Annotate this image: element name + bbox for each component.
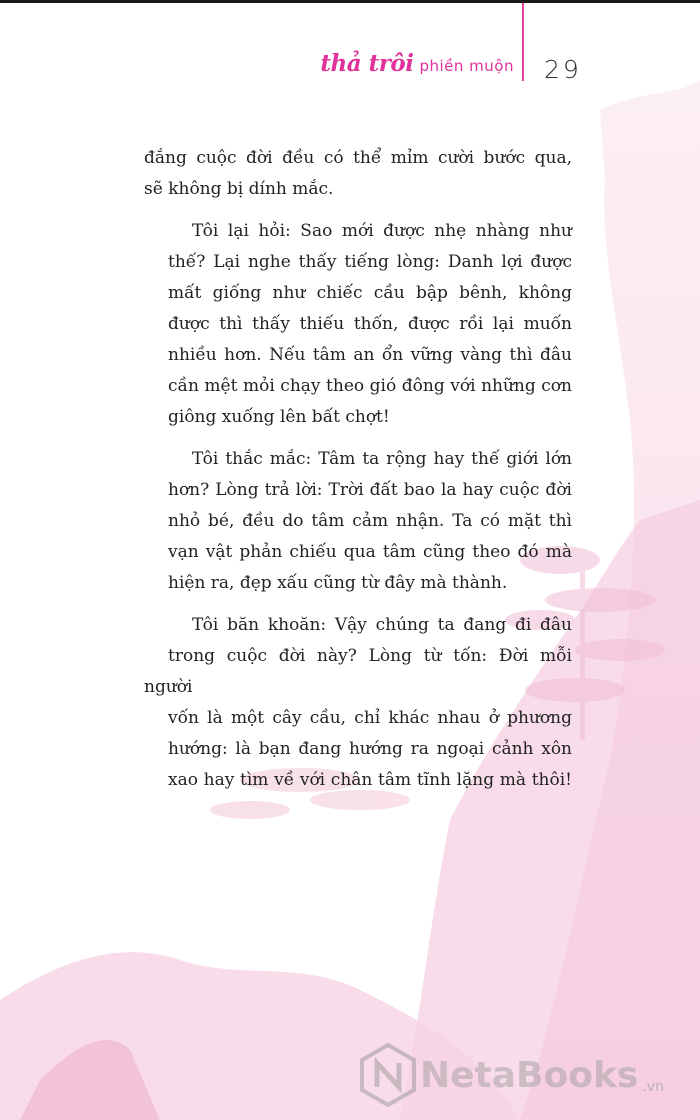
text-line: hiện ra, đẹp xấu cũng từ đây mà thành. <box>168 573 508 593</box>
text-line: mất giống như chiếc cầu bập bênh, không <box>168 283 572 303</box>
page-number: 29 <box>544 55 582 84</box>
paragraph <box>144 610 572 796</box>
book-title-rest: phiền muộn <box>419 57 514 75</box>
text-line: sẽ không bị dính mắc. <box>144 179 334 199</box>
text-line: trong cuộc đời này? Lòng từ tốn: Đời mỗi người <box>144 646 572 697</box>
text-line: xao hay tìm về với chân tâm tĩnh lặng mà thôi! <box>168 770 572 790</box>
text-line: giông xuống lên bất chợt! <box>168 407 390 427</box>
netabooks-logo-icon <box>360 1043 416 1107</box>
text-line: Tôi lại hỏi: Sao mới được nhẹ nhàng như <box>192 221 572 241</box>
book-title-stylized: thả trôi <box>320 50 414 77</box>
header-divider <box>522 3 524 81</box>
paragraph <box>144 444 572 599</box>
running-header <box>320 50 514 77</box>
text-line: cần mệt mỏi chạy theo gió đông với những cơn <box>168 376 572 396</box>
text-line: thế? Lại nghe thấy tiếng lòng: Danh lợi được <box>168 252 572 272</box>
text-line: Tôi thắc mắc: Tâm ta rộng hay thế giới lớn <box>192 449 572 469</box>
paragraph <box>144 143 572 205</box>
text-line: vốn là một cây cầu, chỉ khác nhau ở phương <box>168 708 572 728</box>
watermark-brand: NetaBooks <box>420 1054 639 1096</box>
body-text <box>144 143 572 807</box>
text-line: hơn? Lòng trả lời: Trời đất bao la hay cuộc đời <box>168 480 572 500</box>
text-line: Tôi băn khoăn: Vậy chúng ta đang đi đâu <box>192 615 572 635</box>
text-line: đắng cuộc đời đều có thể mỉm cười bước qua, <box>144 148 572 168</box>
text-line: nhiều hơn. Nếu tâm an ổn vững vàng thì đâu <box>168 345 572 365</box>
text-line: vạn vật phản chiếu qua tâm cũng theo đó mà <box>168 542 572 562</box>
text-line: nhỏ bé, đều do tâm cảm nhận. Ta có mặt thì <box>168 511 572 531</box>
watermark-suffix: .vn <box>642 1079 664 1095</box>
text-line: được thì thấy thiếu thốn, được rồi lại muốn <box>168 314 572 334</box>
text-line: hướng: là bạn đang hướng ra ngoại cảnh xôn <box>168 739 572 759</box>
netabooks-watermark <box>360 1043 664 1107</box>
paragraph <box>144 216 572 433</box>
